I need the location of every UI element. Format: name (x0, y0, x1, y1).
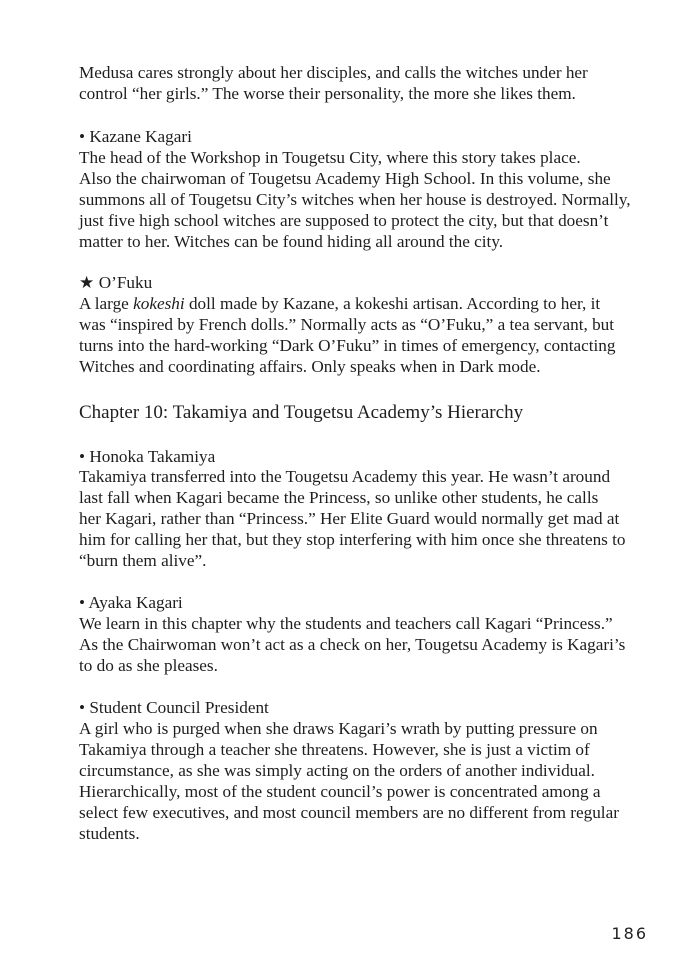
paragraph-line: summons all of Tougetsu City’s witches when her house is destroyed. Normally, (79, 190, 631, 209)
paragraph-line: her Kagari, rather than “Princess.” Her Elite Guard would normally get mad at (79, 509, 620, 528)
paragraph-line: Medusa cares strongly about her disciples, and calls the witches under her (79, 63, 588, 82)
text-segment: doll made by Kazane, a kokeshi artisan. According to her, it (184, 294, 601, 313)
paragraph-line: We learn in this chapter why the students and teachers call Kagari “Princess.” (79, 614, 613, 633)
character-heading: • Honoka Takamiya (79, 447, 216, 466)
paragraph-line: matter to her. Witches can be found hiding all around the city. (79, 232, 504, 251)
paragraph-line: was “inspired by French dolls.” Normally acts as “O’Fuku,” a tea servant, but (79, 315, 615, 334)
character-heading: • Student Council President (79, 698, 269, 717)
paragraph-line: last fall when Kagari became the Princess, so unlike other students, he calls (79, 488, 599, 507)
character-heading: • Kazane Kagari (79, 127, 192, 146)
paragraph-line: “burn them alive”. (79, 551, 207, 570)
paragraph-line: turns into the hard-working “Dark O’Fuku” in times of emergency, contacting (79, 336, 616, 355)
paragraph-line: Witches and coordinating affairs. Only speaks when in Dark mode. (79, 357, 541, 376)
paragraph-line: Takamiya through a teacher she threatens. However, she is just a victim of (79, 740, 590, 759)
italic-term: kokeshi (133, 294, 185, 313)
paragraph-line: just five high school witches are supposed to protect the city, but that doesn’t (79, 211, 609, 230)
paragraph-line: control “her girls.” The worse their personality, the more she likes them. (79, 84, 576, 103)
paragraph-line: A girl who is purged when she draws Kagari’s wrath by putting pressure on (79, 719, 598, 738)
paragraph-line: circumstance, as she was simply acting on the orders of another individual. (79, 761, 595, 780)
paragraph-line: to do as she pleases. (79, 656, 218, 675)
chapter-title: Chapter 10: Takamiya and Tougetsu Academy’s Hierarchy (79, 402, 524, 423)
paragraph-line: The head of the Workshop in Tougetsu City, where this story takes place. (79, 148, 581, 167)
paragraph-line: select few executives, and most council members are no different from regular (79, 803, 619, 822)
text-segment: A large (79, 294, 134, 313)
paragraph-line: students. (79, 824, 140, 843)
paragraph-line: him for calling her that, but they stop interfering with him once she threatens to (79, 530, 626, 549)
character-heading: • Ayaka Kagari (79, 593, 183, 612)
character-heading: ★ O’Fuku (79, 273, 153, 292)
paragraph-line: Hierarchically, most of the student council’s power is concentrated among a (79, 782, 601, 801)
paragraph-line (79, 293, 600, 315)
paragraph-line: As the Chairwoman won’t act as a check on her, Tougetsu Academy is Kagari’s (79, 635, 626, 654)
page-number: 186 (611, 924, 648, 943)
paragraph-line: Takamiya transferred into the Tougetsu Academy this year. He wasn’t around (79, 467, 611, 486)
paragraph-line: Also the chairwoman of Tougetsu Academy High School. In this volume, she (79, 169, 611, 188)
